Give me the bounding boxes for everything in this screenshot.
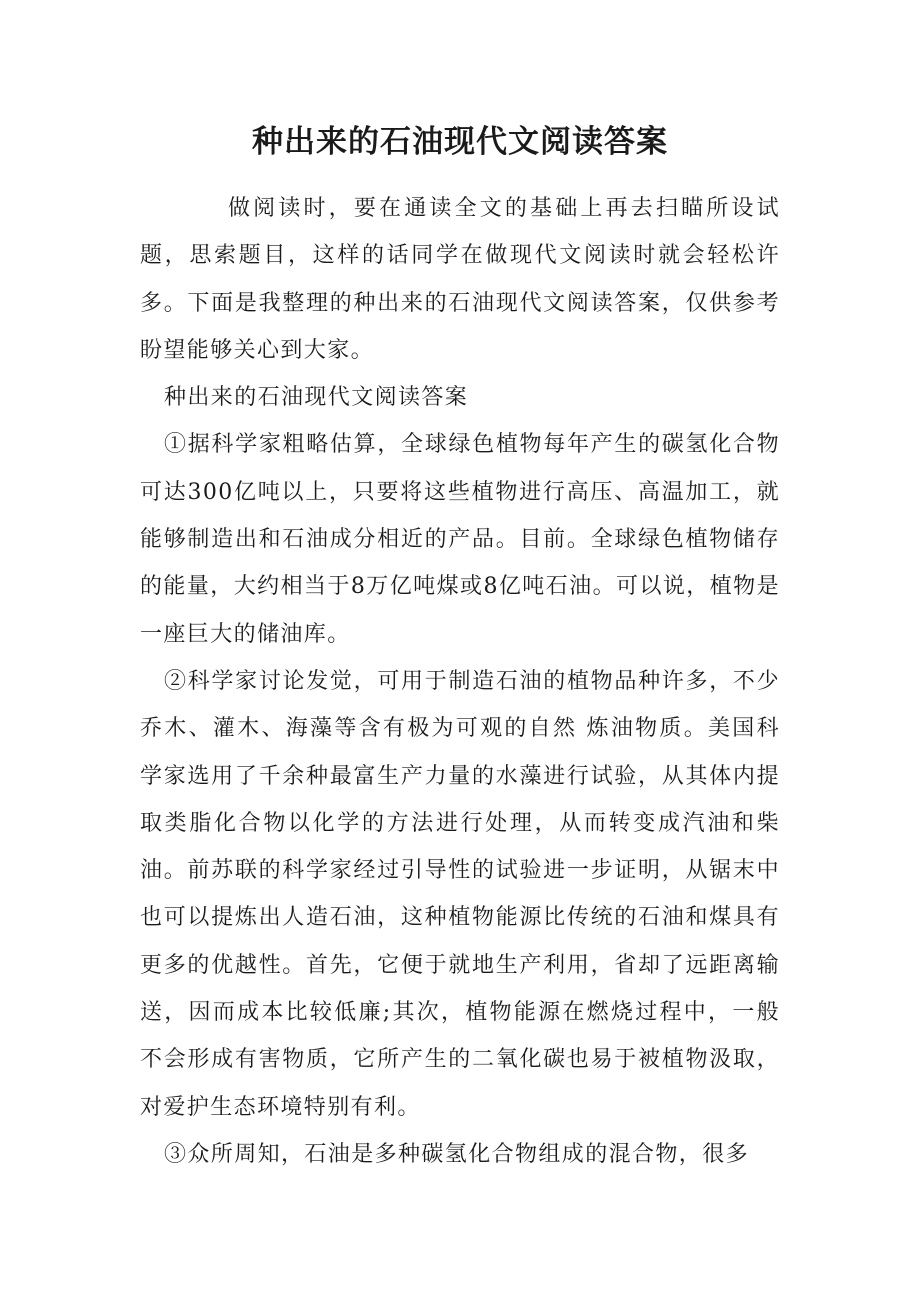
document-title: 种出来的石油现代文阅读答案 (252, 124, 668, 160)
paragraph-3: ③众所周知，石油是多种碳氢化合物组成的混合物，很多 (164, 1141, 750, 1167)
intro-paragraph: 做阅读时，要在通读全文的基础上再去扫瞄所设试题，思索题目，这样的话同学在做现代文阅读时就会轻松许多。下面是我整理的种出来的石油现代文阅读答案，仅供参考盼望能够关心到大家。 (140, 196, 780, 363)
paragraph-1: ①据科学家粗略估算，全球绿色植物每年产生的碳氢化合物可达300亿吨以上，只要将这些植物进行高压、高温加工，就能够制造出和石油成分相近的产品。目前。全球绿色植物储存的能量，大约相当于8万亿吨煤或8亿吨石油。可以说，植物是一座巨大的储油库。 (140, 432, 780, 647)
document-body (140, 185, 780, 1178)
section-subheading: 种出来的石油现代文阅读答案 (164, 385, 469, 411)
paragraph-2: ②科学家讨论发觉，可用于制造石油的植物品种许多，不少乔木、灌木、海藻等含有极为可观的自然 炼油物质。美国科学家选用了千余种最富生产力量的水藻进行试验，从其体内提取类脂化合物以化学的方法进行处理，从而转变成汽油和柴油。前苏联的科学家经过引导性的试验进一步证明，从锯末中也可以提炼出人造石油，这种植物能源比传统的石油和煤具有更多的优越性。首先，它便于就地生产利用，省却了远距离输送，因而成本比较低廉;其次，植物能源在燃烧过程中，一般不会形成有害物质，它所产生的二氧化碳也易于被植物汲取，对爱护生态环境特别有利。 (140, 668, 780, 1120)
